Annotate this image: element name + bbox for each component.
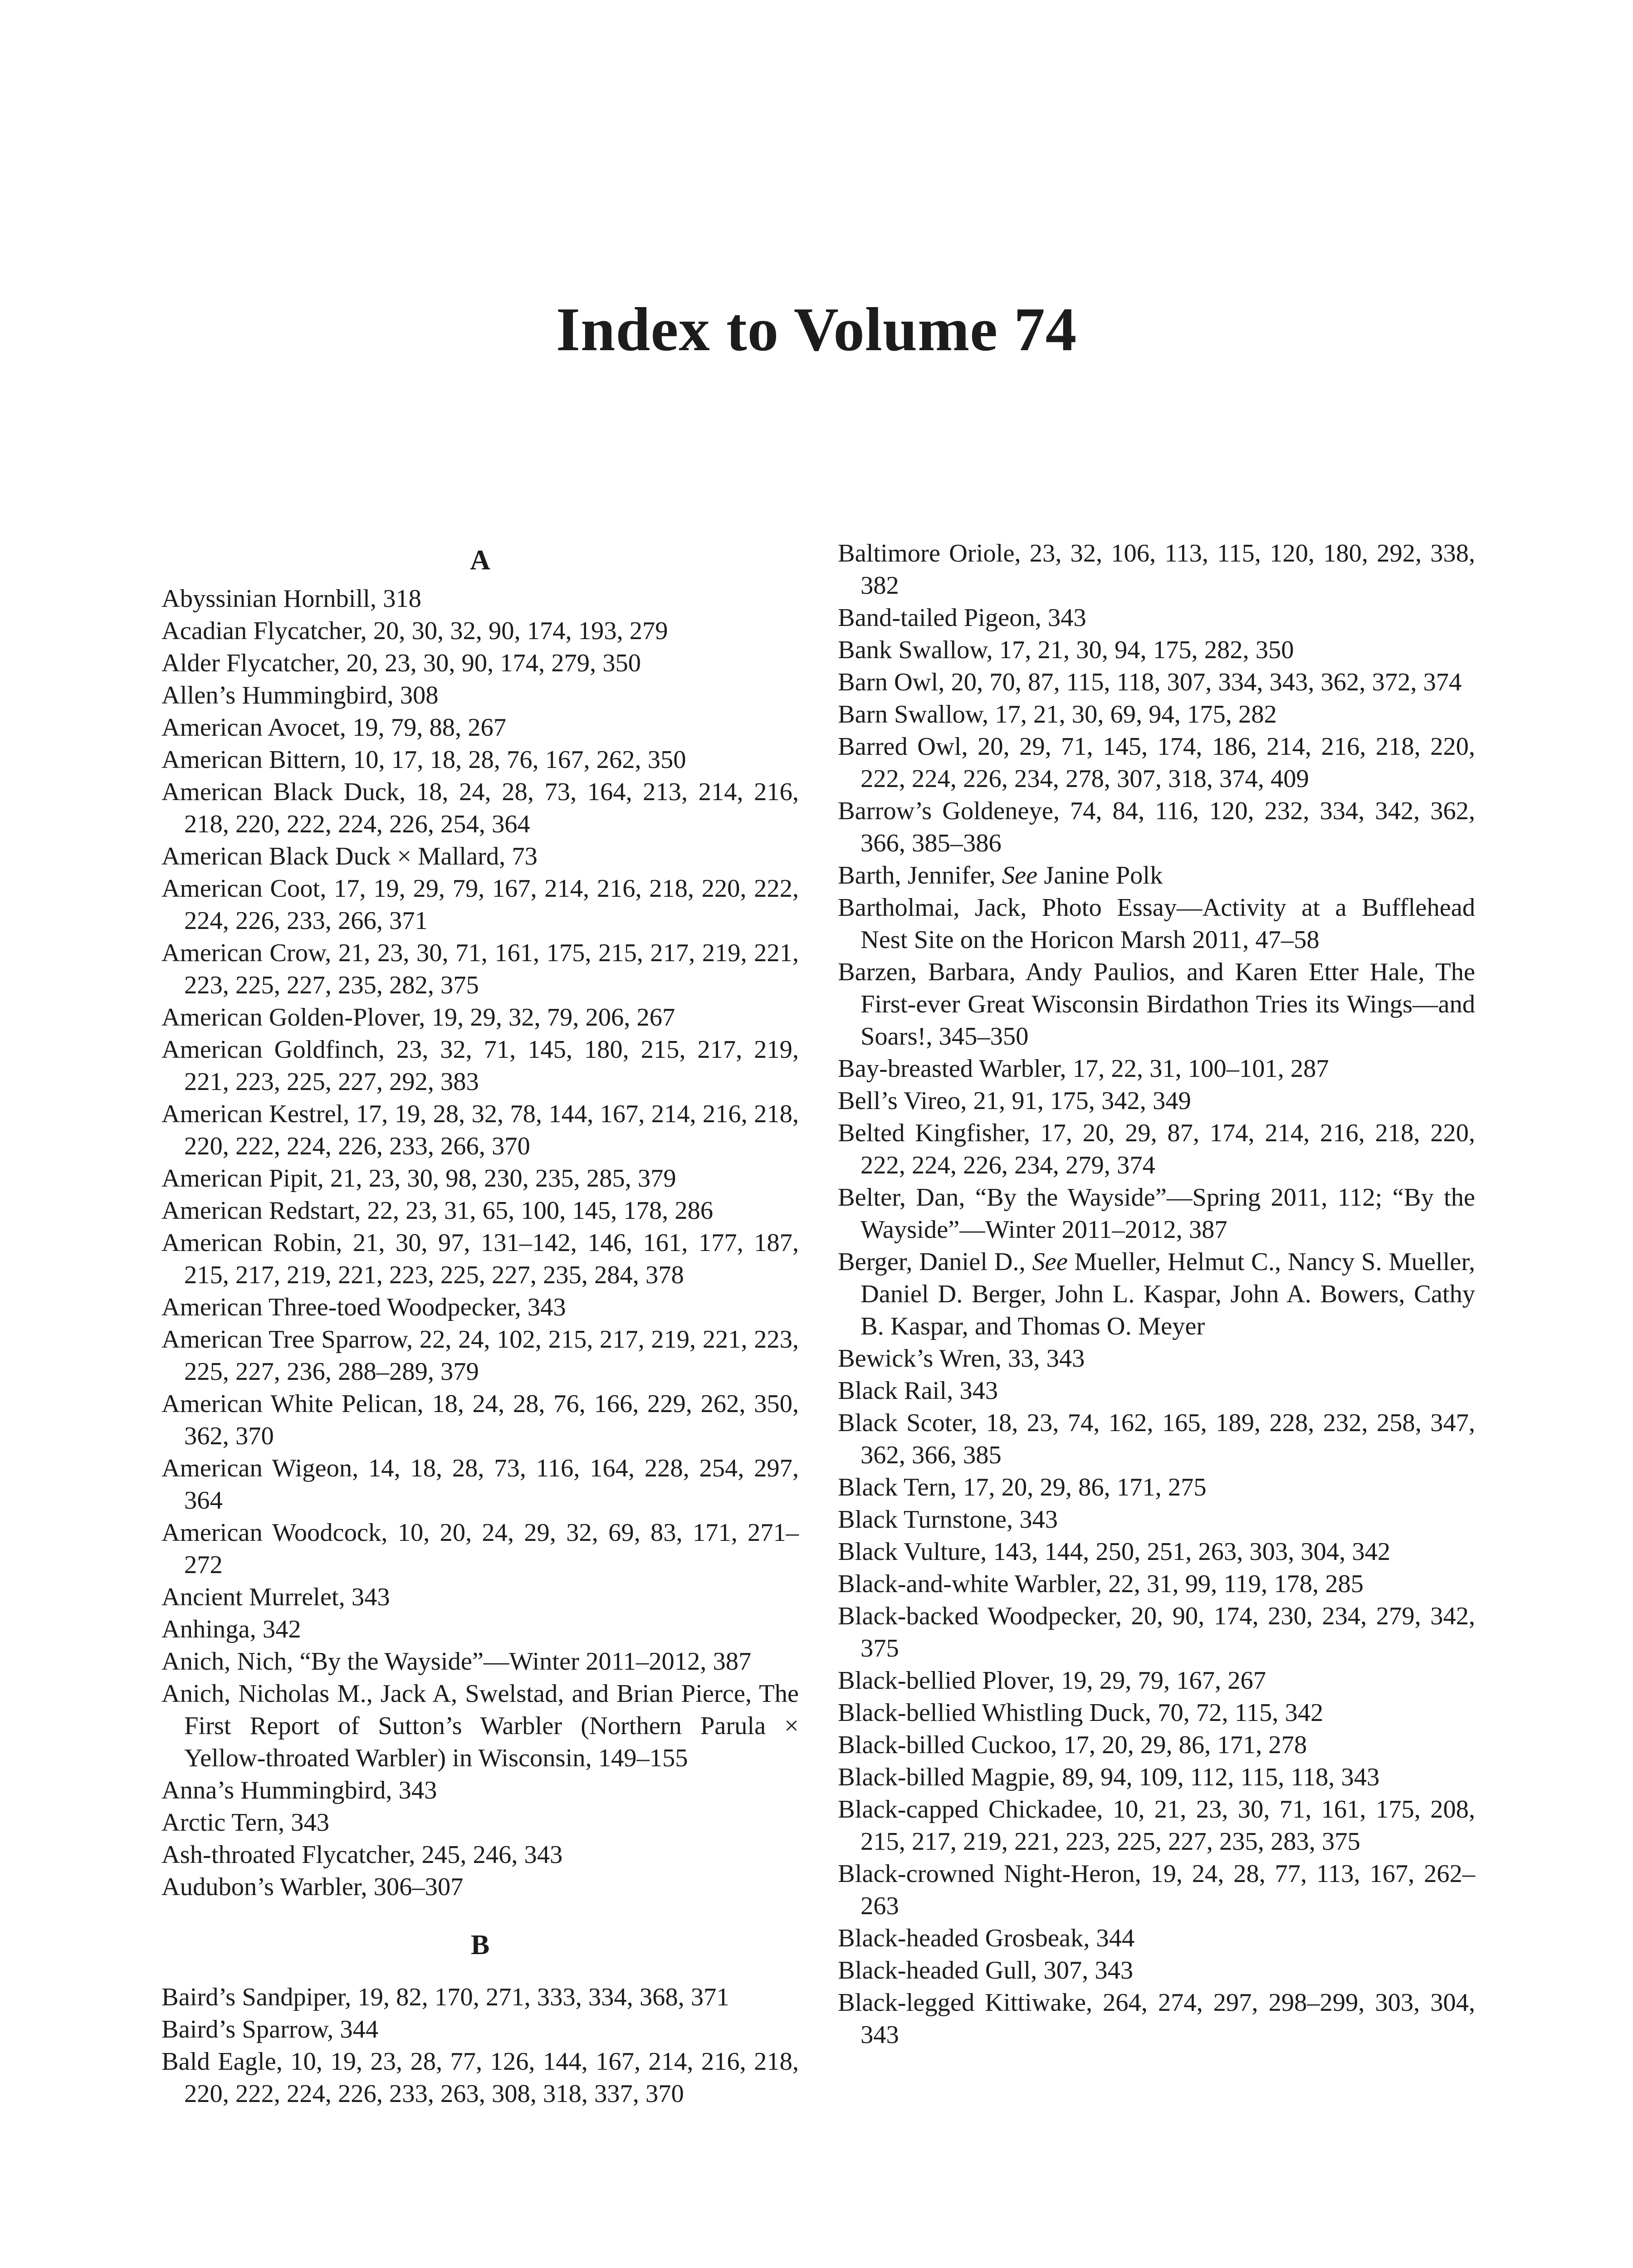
index-entry: American Coot, 17, 19, 29, 79, 167, 214, 216, 218, 220, 222, 224, 226, 233, 266, 371 (161, 875, 799, 935)
index-entry: American Black Duck × Mallard, 73 (161, 842, 538, 870)
section-letter-b: B (470, 1930, 490, 1960)
index-entry: American Goldfinch, 23, 32, 71, 145, 180, 215, 217, 219, 221, 223, 225, 227, 292, 383 (161, 1036, 799, 1096)
index-entry: Black Tern, 17, 20, 29, 86, 171, 275 (838, 1473, 1207, 1501)
index-entry: American Robin, 21, 30, 97, 131–142, 146, 161, 177, 187, 215, 217, 219, 221, 223, 225, 227, 235, 284, 378 (161, 1229, 799, 1289)
index-entry: American White Pelican, 18, 24, 28, 76, 166, 229, 262, 350, 362, 370 (161, 1390, 799, 1450)
index-entry: Band-tailed Pigeon, 343 (838, 604, 1086, 632)
index-entry: American Wigeon, 14, 18, 28, 73, 116, 164, 228, 254, 297, 364 (161, 1454, 799, 1515)
cross-reference-target: Mueller, Helmut C., Nancy S. Mueller, Daniel D. Berger, John L. Kaspar, John A. Bowers, Cathy B. Kaspar, and Thomas O. Meyer (861, 1248, 1476, 1340)
index-entry: Black-backed Woodpecker, 20, 90, 174, 230, 234, 279, 342, 375 (838, 1602, 1475, 1662)
see-reference-word: See (1032, 1248, 1068, 1276)
index-entry: Anich, Nicholas M., Jack A, Swelstad, and Brian Pierce, The First Report of Sutton’s Warbler (Northern Parula × Yellow-throated Warbler) in Wisconsin, 149–155 (161, 1680, 799, 1772)
index-entry: Black-capped Chickadee, 10, 21, 23, 30, 71, 161, 175, 208, 215, 217, 219, 221, 223, 225, 227, 235, 283, 375 (838, 1795, 1475, 1856)
index-entry: American Avocet, 19, 79, 88, 267 (161, 714, 506, 742)
page-title: Index to Volume 74 (556, 294, 1077, 364)
index-entry-cross-ref (838, 1246, 1475, 1343)
section-b-entries (161, 1981, 799, 2110)
section-letter-a: A (470, 545, 490, 576)
index-entry: American Pipit, 21, 23, 30, 98, 230, 235, 285, 379 (161, 1164, 676, 1193)
index-entry: Black-bellied Whistling Duck, 70, 72, 115, 342 (838, 1699, 1324, 1727)
index-entry: American Crow, 21, 23, 30, 71, 161, 175, 215, 217, 219, 221, 223, 225, 227, 235, 282, 375 (161, 939, 799, 999)
index-entry: Baird’s Sparrow, 344 (161, 2015, 379, 2043)
index-entry: Black Scoter, 18, 23, 74, 162, 165, 189, 228, 232, 258, 347, 362, 366, 385 (838, 1409, 1475, 1469)
section-a-entries (161, 583, 799, 1903)
index-entry: Ancient Murrelet, 343 (161, 1583, 390, 1611)
index-entry: Abyssinian Hornbill, 318 (161, 585, 421, 613)
index-entry: Black Turnstone, 343 (838, 1505, 1058, 1534)
index-entry: Barzen, Barbara, Andy Paulios, and Karen Etter Hale, The First-ever Great Wisconsin Birdathon Tries its Wings—and Soars!, 345–350 (838, 958, 1475, 1051)
index-column-left (161, 538, 799, 2110)
index-entry: Black-and-white Warbler, 22, 31, 99, 119, 178, 285 (838, 1570, 1364, 1598)
index-entry: Black Vulture, 143, 144, 250, 251, 263, 303, 304, 342 (838, 1538, 1391, 1566)
index-entry: Black-legged Kittiwake, 264, 274, 297, 298–299, 303, 304, 343 (838, 1989, 1475, 2049)
entry-heading: Barth, Jennifer, (838, 861, 996, 890)
entry-heading: Berger, Daniel D., (838, 1248, 1026, 1276)
cross-reference-target: Janine Polk (1044, 861, 1163, 890)
index-entry: Bald Eagle, 10, 19, 23, 28, 77, 126, 144, 167, 214, 216, 218, 220, 222, 224, 226, 233, 263, 308, 318, 337, 370 (161, 2048, 799, 2108)
index-entry: Acadian Flycatcher, 20, 30, 32, 90, 174, 193, 279 (161, 617, 668, 645)
index-entry: Anhinga, 342 (161, 1615, 301, 1643)
index-entry: Barn Swallow, 17, 21, 30, 69, 94, 175, 282 (838, 700, 1277, 728)
index-entry: American Three-toed Woodpecker, 343 (161, 1293, 566, 1321)
index-entry: American Woodcock, 10, 20, 24, 29, 32, 69, 83, 171, 271–272 (161, 1519, 799, 1579)
index-entry: Ash-throated Flycatcher, 245, 246, 343 (161, 1841, 563, 1869)
index-entry: Belted Kingfisher, 17, 20, 29, 87, 174, 214, 216, 218, 220, 222, 224, 226, 234, 279, 374 (838, 1119, 1475, 1179)
index-entry: Bell’s Vireo, 21, 91, 175, 342, 349 (838, 1087, 1191, 1115)
index-entry: Black-headed Grosbeak, 344 (838, 1924, 1135, 1952)
index-entry: Bartholmai, Jack, Photo Essay—Activity at a Bufflehead Nest Site on the Horicon Marsh 2011, 47–58 (838, 894, 1475, 954)
index-entry: American Golden-Plover, 19, 29, 32, 79, 206, 267 (161, 1003, 675, 1031)
index-entry: Black-bellied Plover, 19, 29, 79, 167, 267 (838, 1667, 1266, 1695)
index-entry: Black-headed Gull, 307, 343 (838, 1956, 1134, 1984)
index-entry: Allen’s Hummingbird, 308 (161, 681, 439, 709)
index-entry: Baltimore Oriole, 23, 32, 106, 113, 115, 120, 180, 292, 338, 382 (838, 539, 1475, 600)
index-entry: American Kestrel, 17, 19, 28, 32, 78, 144, 167, 214, 216, 218, 220, 222, 224, 226, 233, 266, 370 (161, 1100, 799, 1160)
index-entry: Black-billed Magpie, 89, 94, 109, 112, 115, 118, 343 (838, 1763, 1380, 1791)
index-entry: Black Rail, 343 (838, 1377, 998, 1405)
index-entry: Black-billed Cuckoo, 17, 20, 29, 86, 171, 278 (838, 1731, 1307, 1759)
index-entry: Alder Flycatcher, 20, 23, 30, 90, 174, 279, 350 (161, 649, 641, 677)
index-entry: Barrow’s Goldeneye, 74, 84, 116, 120, 232, 334, 342, 362, 366, 385–386 (838, 797, 1475, 857)
index-entry: Black-crowned Night-Heron, 19, 24, 28, 77, 113, 167, 262–263 (838, 1860, 1475, 1920)
see-reference-word: See (1002, 861, 1038, 890)
index-entry: Barred Owl, 20, 29, 71, 145, 174, 186, 214, 216, 218, 220, 222, 224, 226, 234, 278, 307, 318, 374, 409 (838, 733, 1475, 793)
index-entry: Belter, Dan, “By the Wayside”—Spring 2011, 112; “By the Wayside”—Winter 2011–2012, 387 (838, 1183, 1475, 1244)
index-entry: Barn Owl, 20, 70, 87, 115, 118, 307, 334, 343, 362, 372, 374 (838, 668, 1462, 696)
index-entry: Anich, Nich, “By the Wayside”—Winter 2011–2012, 387 (161, 1647, 752, 1676)
index-entry: American Redstart, 22, 23, 31, 65, 100, 145, 178, 286 (161, 1197, 714, 1225)
index-entry: Anna’s Hummingbird, 343 (161, 1776, 437, 1804)
index-entry: Bewick’s Wren, 33, 343 (838, 1344, 1085, 1373)
index-entry: Baird’s Sandpiper, 19, 82, 170, 271, 333, 334, 368, 371 (161, 1983, 729, 2011)
index-entry: American Bittern, 10, 17, 18, 28, 76, 167, 262, 350 (161, 746, 686, 774)
index-entry: Bank Swallow, 17, 21, 30, 94, 175, 282, 350 (838, 636, 1294, 664)
index-entry: American Black Duck, 18, 24, 28, 73, 164, 213, 214, 216, 218, 220, 222, 224, 226, 254, 364 (161, 778, 799, 838)
index-entry: American Tree Sparrow, 22, 24, 102, 215, 217, 219, 221, 223, 225, 227, 236, 288–289, 379 (161, 1325, 799, 1386)
index-entry-cross-ref (838, 860, 1475, 892)
index-entry: Arctic Tern, 343 (161, 1809, 329, 1837)
index-entry: Bay-breasted Warbler, 17, 22, 31, 100–101, 287 (838, 1055, 1329, 1083)
index-column-right (838, 538, 1475, 2051)
index-entry: Audubon’s Warbler, 306–307 (161, 1873, 464, 1901)
